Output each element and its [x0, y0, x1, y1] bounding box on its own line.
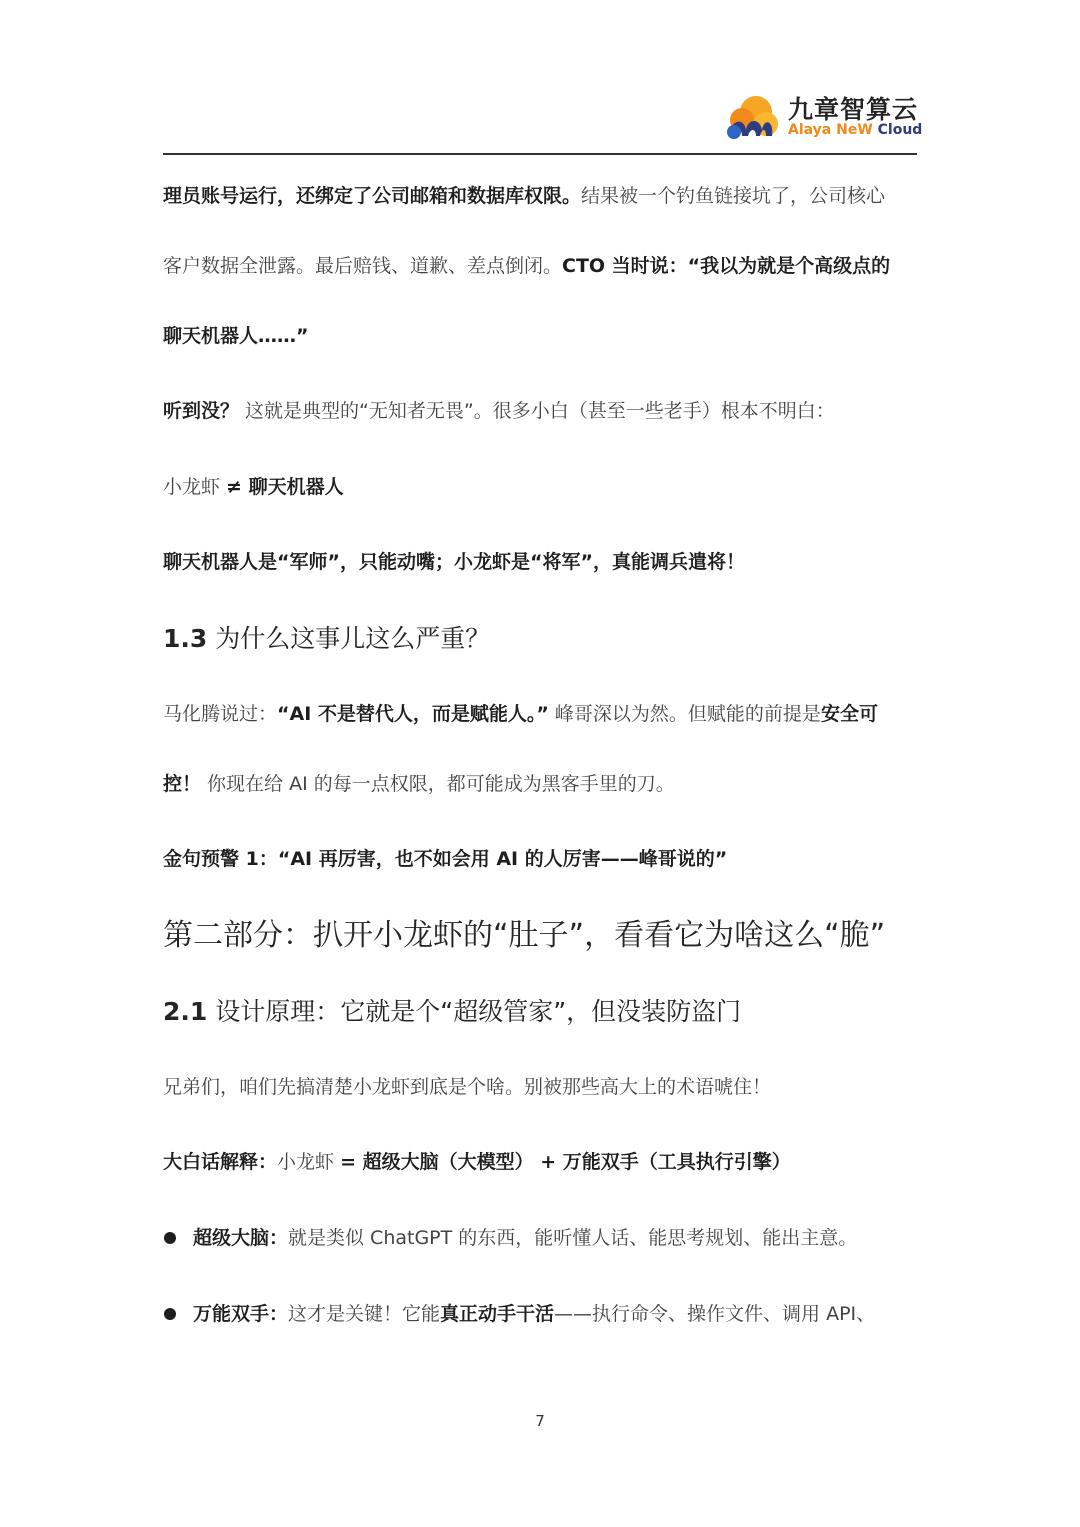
bullet-dot	[164, 1308, 176, 1320]
paragraph-line: 兄弟们，咱们先搞清楚小龙虾到底是个啥。别被那些高大上的术语唬住！	[163, 1076, 772, 1098]
paragraph-line: 小龙虾 ≠ 聊天机器人	[163, 476, 344, 498]
quote-line: 金句预警 1：“AI 再厉害，也不如会用 AI 的人厉害——峰哥说的”	[163, 848, 728, 870]
bullet-item: 万能双手：这才是关键！它能真正动手干活——执行命令、操作文件、调用 API、	[193, 1303, 876, 1325]
section-heading-2-1: 2.1 设计原理：它就是个“超级管家”，但没装防盗门	[163, 997, 742, 1026]
section-heading-1-3: 1.3 为什么这事儿这么严重？	[163, 624, 491, 653]
paragraph-line: 客户数据全泄露。最后赔钱、道歉、差点倒闭。CTO 当时说：“我以为就是个高级点的	[163, 255, 891, 277]
paragraph-line: 听到没？ 这就是典型的“无知者无畏”。很多小白（甚至一些老手）根本不明白：	[163, 400, 835, 422]
paragraph-line: 控！ 你现在给 AI 的每一点权限，都可能成为黑客手里的刀。	[163, 773, 675, 795]
brand-name-en: Alaya NeW Cloud	[788, 122, 923, 138]
header-divider	[163, 153, 917, 155]
brand-logo	[722, 88, 923, 144]
cloud-logo-icon	[722, 92, 780, 142]
bullet-item: 超级大脑：就是类似 ChatGPT 的东西，能听懂人话、能思考规划、能出主意。	[193, 1227, 858, 1249]
paragraph-line: 聊天机器人是“军师”，只能动嘴；小龙虾是“将军”，真能调兵遣将！	[163, 551, 745, 573]
brand-name-cn: 九章智算云	[788, 95, 919, 124]
paragraph-line: 大白话解释：小龙虾 = 超级大脑（大模型） + 万能双手（工具执行引擎）	[163, 1151, 791, 1173]
part-heading: 第二部分：扒开小龙虾的“肚子”，看看它为啥这么“脆”	[163, 918, 886, 953]
paragraph-line: 理员账号运行，还绑定了公司邮箱和数据库权限。结果被一个钓鱼链接坑了，公司核心	[163, 185, 886, 207]
bullet-dot	[164, 1232, 176, 1244]
page-number: 7	[535, 1412, 545, 1430]
paragraph-line: 马化腾说过：“AI 不是替代人，而是赋能人。” 峰哥深以为然。但赋能的前提是安全可	[163, 703, 878, 725]
paragraph-line: 聊天机器人……”	[163, 325, 309, 347]
